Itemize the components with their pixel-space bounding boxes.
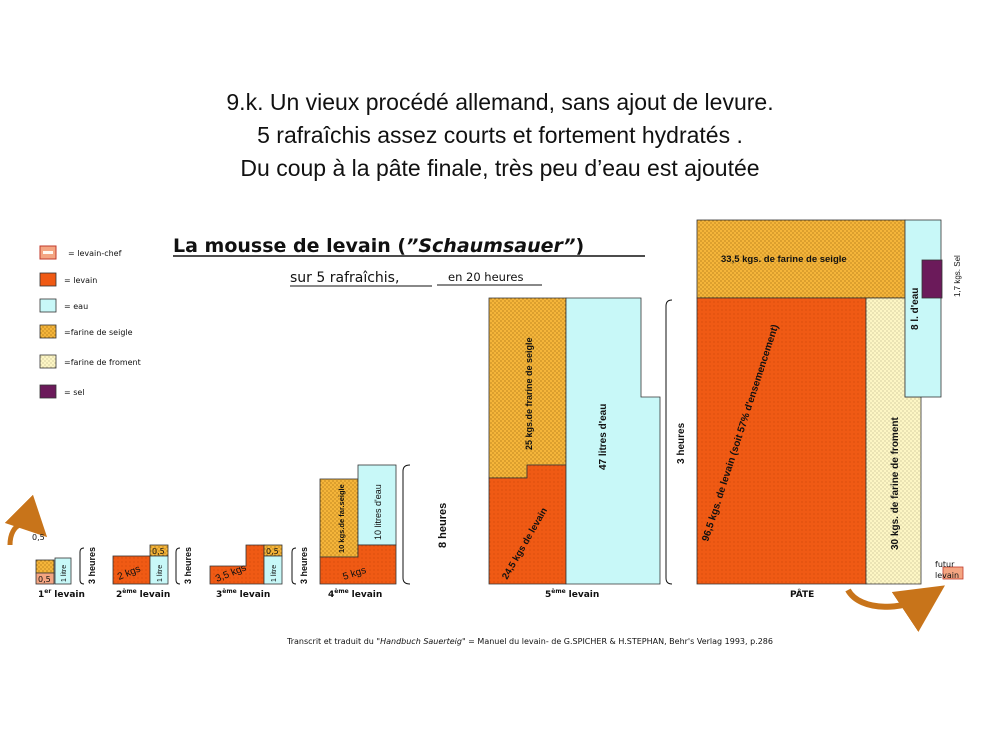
heading-italic: Schaumsauer	[418, 235, 564, 257]
legend-label: = levain	[64, 276, 98, 285]
duration-5	[666, 300, 687, 584]
legend-item-sel	[40, 385, 85, 398]
s4-water-label: 10 litres d'eau	[373, 484, 383, 540]
stage-5-label: 5ème levain	[545, 588, 600, 600]
duration-2	[176, 547, 193, 584]
pate-label: PÂTE	[790, 590, 815, 600]
p-levain-block	[697, 298, 866, 584]
s1-chef-label: 0,5	[38, 575, 51, 584]
stage-2-label: 2ème levain	[116, 588, 171, 600]
s2-rye-label: 0,5	[152, 547, 165, 556]
stage-5-levain	[489, 298, 660, 600]
heading-prefix: La mousse de levain (	[173, 235, 407, 257]
legend-item-farine-froment	[40, 355, 141, 368]
heading-suffix: )	[575, 235, 585, 257]
subtitle-a: sur 5 rafraîchis,	[290, 270, 400, 286]
s2-levain-label: 2 kgs	[116, 563, 143, 583]
svg-text:La mousse de levain (”Schaumsa	[173, 235, 584, 257]
svg-text:3 heures: 3 heures	[183, 546, 193, 584]
legend-label: =farine de seigle	[64, 328, 133, 337]
heading-quote-close: ”	[563, 235, 576, 257]
source-note: Transcrit et traduit du "Handbuch Sauerteig" = Manuel du levain- de G.SPICHER & H.STEPHAN, Behr's Verlag 1993, p.286	[287, 637, 773, 646]
duration-1	[80, 547, 97, 584]
stage-4-levain	[320, 465, 396, 600]
pate-final-dough	[697, 220, 962, 600]
subtitle-b: en 20 heures	[448, 270, 524, 284]
legend-label: = sel	[64, 388, 85, 397]
s5-water-label: 47 litres d'eau	[598, 403, 609, 470]
svg-text:3 heures: 3 heures	[299, 546, 309, 584]
legend-item-levain	[40, 273, 97, 286]
stage-3-label: 3ème levain	[216, 588, 271, 600]
legend-label: = levain-chef	[68, 249, 122, 258]
futur-label-2: levain	[935, 571, 960, 580]
legend-label: = eau	[64, 302, 89, 311]
duration-4	[403, 465, 449, 584]
s5-water-block	[566, 298, 660, 584]
s2-water-label: 1 litre	[157, 564, 164, 582]
futur-label-1: futur	[935, 560, 955, 569]
s1-water-label: 1 litre	[61, 564, 68, 582]
stage-3-levain	[210, 545, 282, 600]
svg-text:3 heures: 3 heures	[676, 422, 687, 464]
legend-item-levain-chef	[40, 246, 122, 259]
svg-text:3 heures: 3 heures	[87, 546, 97, 584]
legend	[40, 246, 141, 398]
duration-3	[292, 547, 309, 584]
heading-quote-open: ”	[406, 235, 419, 257]
s5-rye-label: 25 kgs.de frarine de seigle	[524, 337, 534, 450]
s3-rye-label: 0,5	[266, 547, 279, 556]
p-rye-label: 33,5 kgs. de farine de seigle	[721, 254, 847, 265]
s5-levain-block	[489, 465, 566, 584]
p-salt-label: 1,7 kgs. Sel	[953, 255, 962, 297]
p-water-label: 8 l. d'eau	[910, 287, 921, 330]
slide-title-line-2: 5 rafraîchis assez courts et fortement hydratés .	[257, 122, 743, 148]
svg-text:8 heures: 8 heures	[437, 502, 449, 548]
levain-chef-arrow	[10, 523, 45, 545]
s3-levain-label: 3,5 kgs	[214, 562, 249, 585]
diagram-heading	[173, 235, 645, 286]
stage-1-levain	[36, 558, 85, 600]
stage-1-label: 1er levain	[38, 588, 85, 600]
slide-title-line-1: 9.k. Un vieux procédé allemand, sans ajout de levure.	[226, 89, 774, 115]
legend-label: =farine de froment	[64, 358, 141, 367]
s5-levain-label: 24,5 kgs de levain	[500, 506, 550, 582]
slide-title-line-3: Du coup à la pâte finale, très peu d’eau est ajoutée	[240, 155, 760, 181]
s1-rye-block	[36, 560, 54, 573]
s4-levain-label: 5 kgs	[341, 565, 368, 583]
p-salt-block	[922, 260, 942, 298]
stage-2-levain	[113, 545, 170, 600]
stage-4-label: 4ème levain	[328, 588, 383, 600]
p-levain-label: 96,5 kgs. de levain (soit 57% d'ensemencement)	[700, 323, 782, 543]
p-wheat-label: 30 kgs. de farine de froment	[890, 417, 901, 550]
s4-rye-label: 10 kgs.de far.seigle	[337, 484, 346, 553]
s3-water-label: 1 litre	[271, 564, 278, 582]
chef-value-arrow-label: 0,5	[32, 533, 45, 542]
legend-item-eau	[40, 299, 88, 312]
legend-item-farine-seigle	[40, 325, 133, 338]
